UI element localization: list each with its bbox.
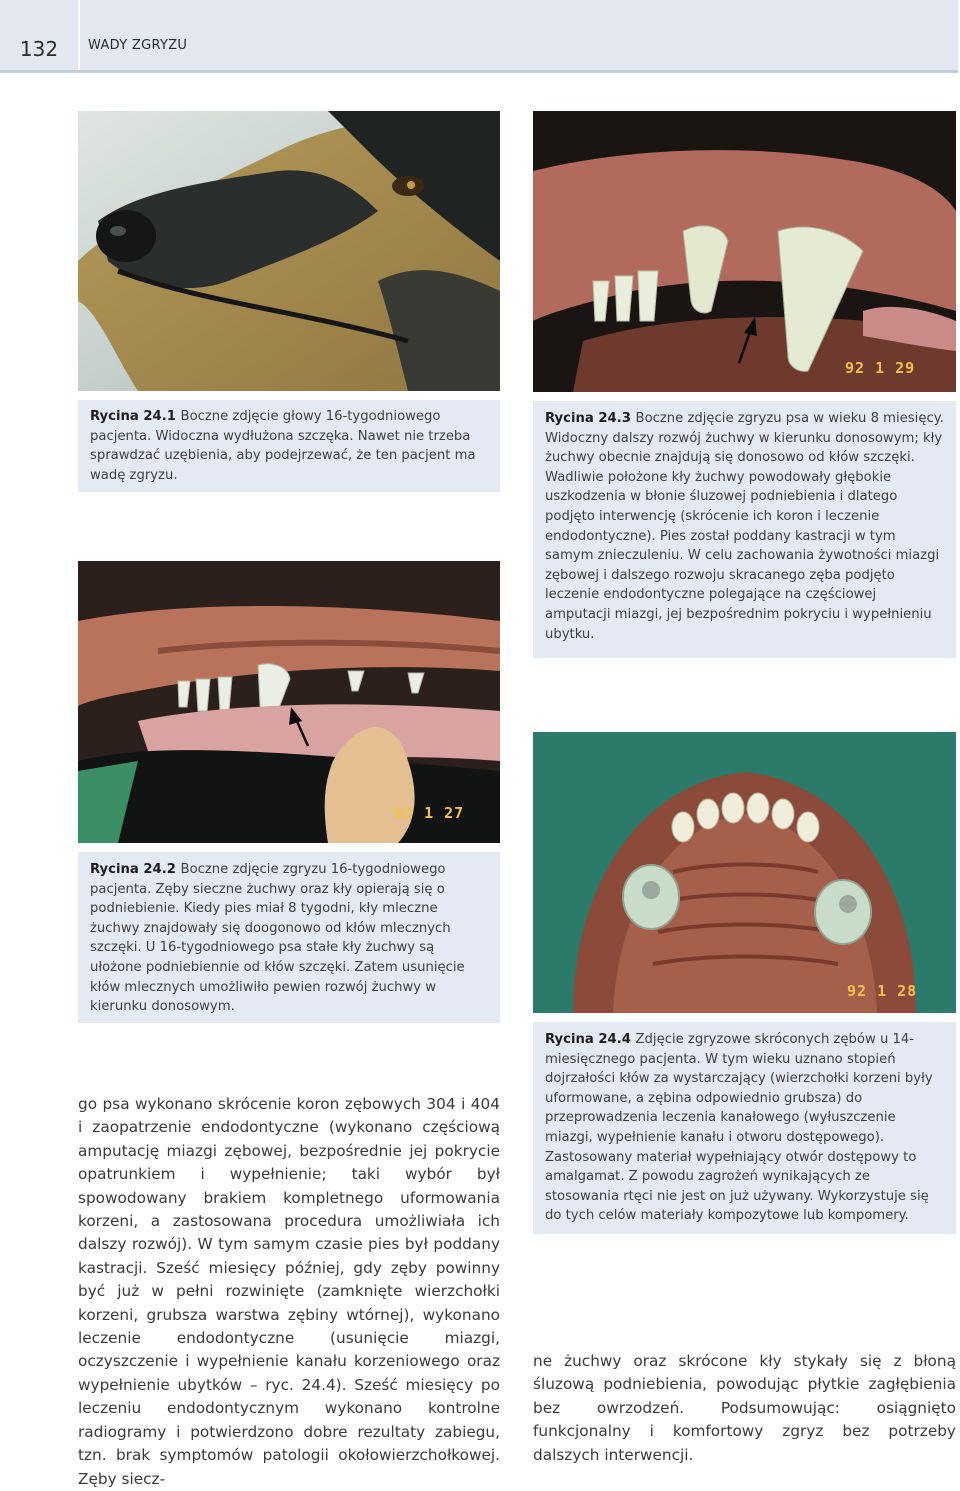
figure-24-4-photo	[533, 732, 956, 1013]
body-text-left-column: go psa wykonano skrócenie koron zębowych 304 i 404 i zaopatrzenie endodontyczne (wykonano częściową amputację miazgi zębowej, bezpośrednie jej pokrycie opatrunkiem i wypełnienie; taki wybór był spowodowany brakiem kompletnego uformowania korzeni, a zastosowana procedura umożliwiała ich dalszy rozwój). W tym samym czasie pies był poddany kastracji. Sześć miesięcy później, gdy zęby powinny być już w pełni rozwinięte (zamknięte wierzchołki korzeni, grubsza warstwa zębiny wtórnej), wykonano leczenie endodontyczne (usunięcie miazgi, oczyszczenie i wypełnienie kanału korzeniowego oraz wypełnienie ubytków – ryc. 24.4). Sześć miesięcy po leczeniu endodontycznym wykonano kontrolne radiogramy i potwierdzono dobre rezultaty zabiegu, tzn. brak symptomów patologii okołowierzchołkowej. Zęby siecz-	[78, 1095, 500, 1488]
figure-24-3-date-stamp: 92 1 29	[845, 359, 916, 377]
figure-24-4-text: Zdjęcie zgryzowe skróconych zębów u 14-miesięcznego pacjenta. W tym wieku uznano stopień dojrzałości kłów za wystarczający (wierzchołki korzeni były uformowane, a zębina odpowiednio grubsza) do przeprowadzenia leczenia kanałowego (wyłuszczenie miazgi, wypełnienie kanału i otworu dostępowego). Zastosowany materiał wypełniający otwór dostępowy to amalgamat. Z powodu zagrożeń wynikających ze stosowania rtęci nie jest on już używany. Wykorzystuje się do tych celów materiały kompozytowe lub kompomery.	[545, 1032, 933, 1224]
figure-24-2-text: Boczne zdjęcie zgryzu 16-tygodniowego pacjenta. Zęby sieczne żuchwy oraz kły opierają się o podniebienie. Kiedy pies miał 8 tygodni, kły mleczne żuchwy znajdowały się doogonowo od kłów mlecznych szczęki. U 16-tygodniowego psa stałe kły żuchwy są ułożone podniebiennie od kłów szczęki. Zatem usunięcie kłów mlecznych umożliwiło pewien rozwój żuchwy w kierunku donosowym.	[90, 862, 465, 1015]
figure-24-4-caption	[533, 1022, 956, 1234]
figure-24-3-photo	[533, 111, 956, 392]
figure-24-2-caption	[78, 852, 500, 1023]
figure-24-1-photo	[78, 111, 500, 391]
figure-24-2-photo	[78, 561, 500, 843]
figure-24-1-text: Boczne zdjęcie głowy 16-tygodniowego pacjenta. Widoczna wydłużona szczęka. Nawet nie trzeba sprawdzać uzębienia, aby podejrzewać, że ten pacjent ma wadę zgryzu.	[90, 409, 476, 483]
body-text-right-column: ne żuchwy oraz skrócone kły stykały się z błoną śluzową podniebienia, powodując płytkie zagłębienia bez owrzodzeń. Podsumowując: osiągnięto funkcjonalny i komfortowy zgryz bez potrzeby dalszych interwencji.	[533, 1352, 956, 1464]
figure-24-4-label: Rycina 24.4	[545, 1032, 636, 1047]
page-number: 132	[0, 0, 80, 70]
figure-24-2-date-stamp: 92 1 27	[394, 804, 465, 822]
figure-24-3-text: Boczne zdjęcie zgryzu psa w wieku 8 miesięcy. Widoczny dalszy rozwój żuchwy w kierunku donosowym; kły żuchwy obecnie znajdują się donosowo od kłów szczęki. Wadliwie położone kły żuchwy powodowały głębokie uszkodzenia w błonie śluzowej podniebienia i dlatego podjęto interwencję (skrócenie ich koron i leczenie endodontyczne). Pies został poddany kastracji w tym samym znieczuleniu. W celu zachowania żywotności miazgi zębowej i dalszego rozwoju skracanego zęba podjęto leczenie endodontyczne polegające na częściowej amputacji miazgi, jej bezpośrednim pokryciu i wypełnieniu ubytku.	[545, 411, 944, 642]
figure-24-2-label: Rycina 24.2	[90, 862, 181, 877]
figure-24-3-caption	[533, 401, 956, 658]
running-head: WADY ZGRYZU	[88, 38, 188, 53]
figure-24-3-label: Rycina 24.3	[545, 411, 636, 426]
page-header	[0, 0, 958, 73]
figure-24-4-date-stamp: 92 1 28	[847, 982, 918, 1000]
figure-24-1-caption	[78, 400, 500, 492]
figure-24-1-label: Rycina 24.1	[90, 409, 181, 424]
